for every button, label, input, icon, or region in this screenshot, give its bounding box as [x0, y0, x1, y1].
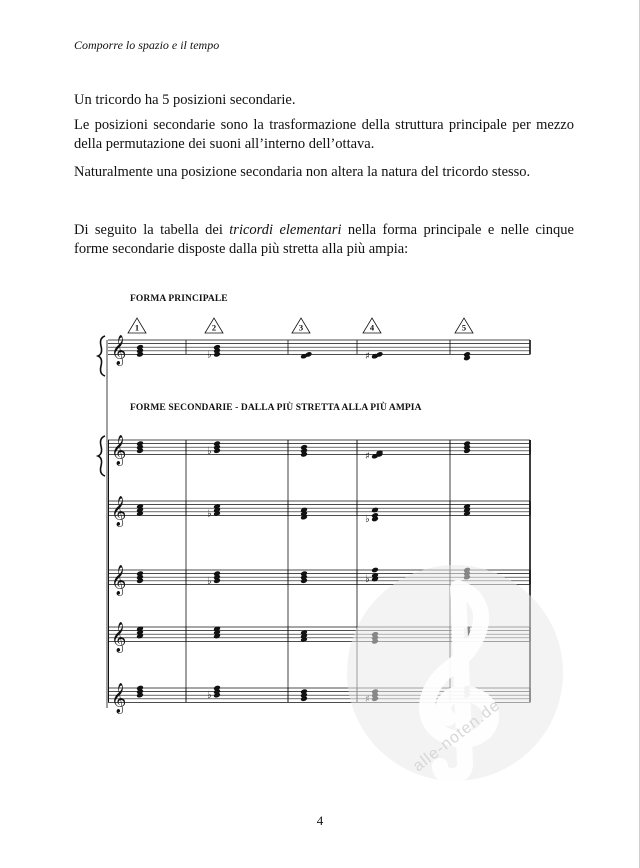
position-number: 2 [211, 322, 217, 333]
page-number: 4 [316, 813, 324, 828]
treble-clef-icon: 𝄞 [111, 622, 127, 653]
paragraph-3: Naturalmente una posizione secondaria non altera la natura del tricordo stesso. [74, 164, 531, 180]
treble-clef-icon: 𝄞 [111, 496, 127, 527]
paragraph-2: Le posizioni secondarie sono la trasformazione della struttura principale per mezzo della permutazione dei suoni all’interno dell’ottava. [74, 117, 574, 152]
treble-clef-icon: 𝄞 [111, 335, 127, 366]
treble-clef-icon: 𝄞 [111, 683, 127, 714]
svg-text:alle-noten.de: alle-noten.de [409, 696, 504, 776]
accidental: ♯ [365, 351, 370, 363]
paragraph-4-text-b: nella forma principale e nelle cinque forme secondarie disposte dalla più stretta alla più ampia: [74, 222, 574, 257]
accidental: ♭ [207, 575, 212, 587]
paragraph-4-italic: tricordi elementari [229, 222, 342, 238]
position-number: 3 [298, 322, 304, 333]
paragraph-1: Un tricordo ha 5 posizioni secondarie. [74, 92, 296, 108]
accidental: ♭ [207, 445, 212, 457]
treble-clef-icon: 𝄞 [111, 565, 127, 596]
accidental: ♭ [207, 690, 212, 702]
position-number: 5 [461, 322, 467, 333]
main-form-label: FORMA PRINCIPALE [130, 294, 228, 304]
paragraph-4-text-a: Di seguito la tabella dei [74, 222, 230, 238]
secondary-forms-label: FORME SECONDARIE - DALLA PIÙ STRETTA ALLA PIÙ AMPIA [130, 403, 422, 413]
treble-clef-icon: 𝄞 [111, 435, 127, 466]
accidental: ♭ [365, 574, 370, 585]
accidental: ♭ [207, 349, 212, 361]
accidental: ♯ [365, 451, 370, 463]
running-head: Comporre lo spazio e il tempo [74, 38, 220, 52]
accidental: ♭ [207, 508, 212, 520]
position-number: 1 [134, 322, 140, 333]
position-number: 4 [369, 322, 375, 333]
accidental: ♭ [365, 514, 370, 525]
